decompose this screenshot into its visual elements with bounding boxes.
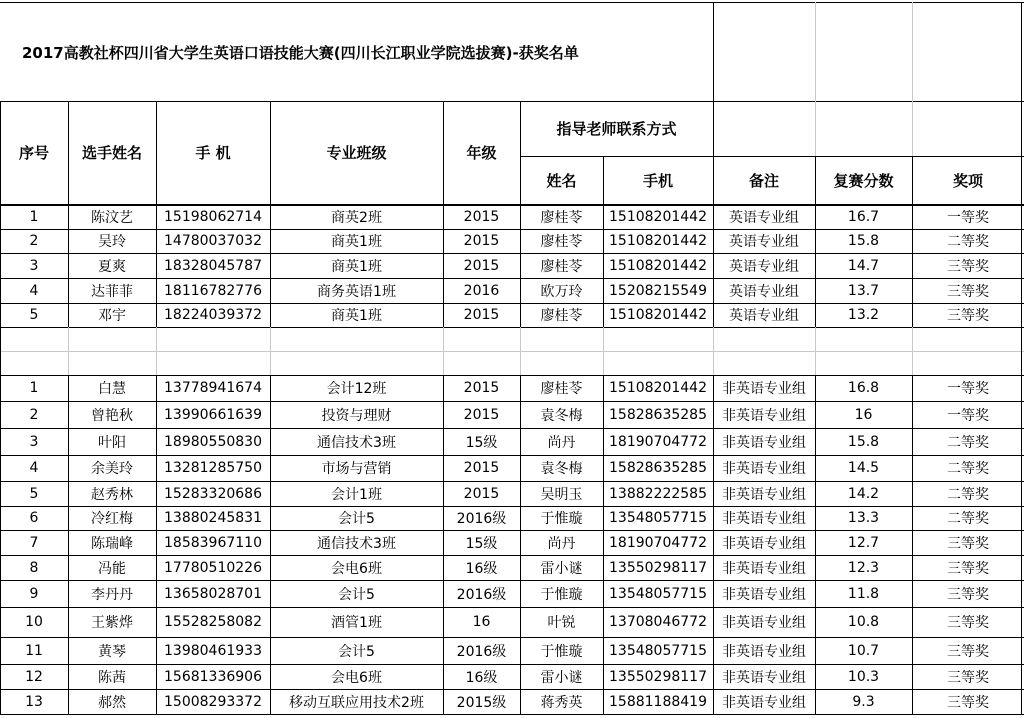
header-advisor-group[interactable]: 指导老师联系方式	[556, 120, 677, 138]
grid-line	[912, 205, 913, 327]
grid-line	[912, 156, 913, 204]
grid-line	[912, 101, 913, 156]
grid-line	[1021, 205, 1022, 327]
table-cell-name[interactable]: 余美玲	[91, 461, 133, 477]
table-cell-class[interactable]: 商英1班	[331, 258, 382, 275]
table-cell-class[interactable]: 会电6班	[331, 669, 382, 686]
grid-line	[0, 555, 1024, 556]
header-name[interactable]: 选手姓名	[81, 144, 142, 162]
grid-line	[520, 101, 521, 204]
grid-line	[0, 506, 1024, 507]
table-cell-seq[interactable]: 2	[29, 233, 39, 249]
table-cell-grade[interactable]: 2015	[463, 406, 500, 423]
grid-line	[0, 428, 1024, 429]
table-cell-class[interactable]: 投资与理财	[321, 407, 392, 424]
empty-cell[interactable]	[68, 351, 156, 375]
grid-line	[1021, 101, 1022, 204]
table-cell-remark[interactable]: 英语专业组	[729, 308, 799, 324]
table-cell-name[interactable]: 李丹丹	[91, 586, 133, 603]
table-cell-score[interactable]: 15.8	[847, 233, 880, 249]
table-cell-phone[interactable]: 13658028701	[164, 585, 262, 602]
grid-line	[520, 156, 1024, 157]
table-cell-phone[interactable]: 13980461933	[164, 642, 262, 659]
table-cell-advisor-phone[interactable]: 13550298117	[609, 668, 707, 685]
grid-line	[156, 327, 157, 375]
grid-line	[912, 375, 913, 714]
table-cell-remark[interactable]: 非英语专业组	[722, 615, 806, 631]
empty-cell[interactable]	[912, 351, 1024, 375]
table-cell-phone[interactable]: 15528258082	[164, 614, 262, 630]
table-cell-remark[interactable]: 非英语专业组	[722, 434, 806, 451]
table-cell-award[interactable]: 三等奖	[947, 283, 989, 300]
grid-line	[0, 481, 1024, 482]
header-advisor-phone[interactable]: 手机	[642, 171, 673, 190]
table-cell-remark[interactable]: 非英语专业组	[722, 669, 806, 686]
table-cell-class[interactable]: 通信技术3班	[317, 535, 396, 552]
table-cell-advisor-name[interactable]: 雷小谜	[540, 560, 583, 577]
table-cell-seq[interactable]: 8	[29, 559, 39, 576]
header-class[interactable]: 专业班级	[326, 144, 387, 162]
table-cell-advisor-name[interactable]: 于惟璇	[540, 643, 583, 660]
table-cell-advisor-name[interactable]: 欧万玲	[540, 283, 583, 300]
header-seq[interactable]: 序号	[18, 144, 49, 162]
table-cell-award[interactable]: 二等奖	[947, 234, 989, 250]
grid-line	[0, 205, 1, 327]
table-cell-score[interactable]: 14.5	[847, 460, 880, 476]
table-cell-grade[interactable]: 2015级	[456, 694, 507, 711]
table-cell-advisor-phone[interactable]: 15828635285	[609, 406, 707, 423]
table-cell-seq[interactable]: 5	[29, 307, 39, 323]
table-cell-award[interactable]: 三等奖	[947, 258, 989, 275]
grid-line	[912, 327, 913, 375]
table-cell-remark[interactable]: 非英语专业组	[722, 535, 806, 552]
table-cell-advisor-phone[interactable]: 18190704772	[609, 433, 707, 450]
table-cell-advisor-name[interactable]: 廖桂苓	[540, 308, 583, 324]
table-cell-award[interactable]: 三等奖	[947, 643, 989, 660]
table-cell-remark[interactable]: 英语专业组	[729, 283, 799, 300]
table-cell-grade[interactable]: 16级	[465, 560, 498, 577]
grid-line	[0, 664, 1024, 665]
grid-line	[0, 689, 1024, 690]
empty-cell[interactable]	[520, 351, 603, 375]
table-cell-phone[interactable]: 15681336906	[164, 668, 262, 685]
table-cell-advisor-name[interactable]: 廖桂苓	[540, 381, 583, 397]
table-cell-advisor-name[interactable]: 叶锐	[547, 615, 576, 631]
table-cell-advisor-phone[interactable]: 13548057715	[609, 585, 707, 602]
table-cell-grade[interactable]: 2015	[463, 257, 500, 274]
table-cell-name[interactable]: 曾艳秋	[91, 407, 133, 424]
table-cell-name[interactable]: 陈茜	[98, 669, 126, 686]
grid-line	[0, 101, 1, 204]
grid-line	[156, 375, 157, 714]
table-cell-advisor-name[interactable]: 于惟璇	[540, 586, 583, 603]
grid-line	[0, 580, 1024, 581]
table-cell-remark[interactable]: 英语专业组	[729, 258, 799, 275]
table-cell-award[interactable]: 一等奖	[947, 381, 989, 397]
table-cell-score[interactable]: 15.8	[847, 433, 880, 450]
header-phone[interactable]: 手 机	[195, 144, 231, 162]
table-cell-score[interactable]: 13.3	[847, 510, 880, 526]
table-cell-advisor-name[interactable]: 于惟璇	[540, 511, 583, 527]
grid-line	[270, 327, 271, 375]
empty-cell[interactable]	[443, 327, 520, 351]
table-cell-score[interactable]: 11.8	[847, 585, 880, 602]
table-cell-name[interactable]: 吴玲	[98, 234, 126, 250]
table-cell-seq[interactable]: 11	[25, 642, 43, 659]
table-cell-class[interactable]: 商务英语1班	[317, 283, 396, 300]
grid-line	[520, 375, 521, 714]
table-cell-advisor-name[interactable]: 雷小谜	[540, 669, 583, 686]
table-cell-phone[interactable]: 18583967110	[164, 534, 262, 551]
table-cell-score[interactable]: 12.7	[847, 534, 880, 551]
table-title[interactable]: 2017高教社杯四川省大学生英语口语技能大赛(四川长江职业学院选拔赛)-获奖名单	[22, 43, 579, 62]
table-cell-seq[interactable]: 2	[29, 406, 39, 423]
table-cell-phone[interactable]: 18116782776	[164, 282, 262, 299]
table-cell-award[interactable]: 二等奖	[947, 486, 989, 503]
grid-line	[443, 101, 444, 204]
table-cell-score[interactable]: 10.3	[847, 668, 880, 685]
table-cell-advisor-name[interactable]: 蒋秀英	[540, 694, 583, 711]
table-cell-award[interactable]: 一等奖	[947, 210, 989, 226]
grid-line	[0, 637, 1024, 638]
empty-cell[interactable]	[713, 327, 815, 351]
grid-line	[815, 156, 816, 204]
table-cell-advisor-phone[interactable]: 15828635285	[609, 460, 707, 476]
table-cell-phone[interactable]: 15008293372	[164, 693, 262, 710]
table-cell-advisor-phone[interactable]: 13548057715	[609, 642, 707, 659]
grid-line	[815, 2, 816, 101]
table-cell-seq[interactable]: 4	[29, 282, 39, 299]
grid-line	[912, 2, 913, 101]
table-cell-seq[interactable]: 9	[29, 585, 39, 602]
table-cell-seq[interactable]: 5	[29, 485, 39, 502]
table-cell-class[interactable]: 会计5	[338, 643, 375, 660]
grid-line	[0, 2, 1024, 3]
grid-line	[68, 327, 69, 375]
grid-line	[68, 205, 69, 327]
table-cell-remark[interactable]: 非英语专业组	[722, 486, 806, 503]
table-cell-score[interactable]: 14.7	[847, 257, 880, 274]
table-cell-name[interactable]: 邓宇	[98, 308, 126, 324]
table-cell-phone[interactable]: 13990661639	[164, 406, 262, 423]
table-cell-advisor-phone[interactable]: 15108201442	[609, 380, 707, 396]
table-cell-award[interactable]: 三等奖	[947, 535, 989, 552]
table-cell-class[interactable]: 市场与营销	[321, 461, 392, 477]
table-cell-name[interactable]: 冷红梅	[91, 511, 133, 527]
table-cell-award[interactable]: 二等奖	[947, 461, 989, 477]
table-cell-class[interactable]: 商英1班	[331, 308, 382, 324]
grid-line	[603, 205, 604, 327]
table-cell-seq[interactable]: 3	[29, 257, 39, 274]
grid-line	[0, 303, 1024, 304]
table-cell-award[interactable]: 二等奖	[947, 434, 989, 451]
table-cell-remark[interactable]: 英语专业组	[729, 234, 799, 250]
table-cell-advisor-name[interactable]: 袁冬梅	[540, 461, 583, 477]
grid-line	[270, 205, 271, 327]
empty-cell[interactable]	[520, 327, 603, 351]
grid-line	[0, 327, 1024, 328]
table-cell-grade[interactable]: 2015	[463, 380, 500, 396]
grid-line	[713, 101, 714, 204]
table-cell-remark[interactable]: 非英语专业组	[722, 560, 806, 577]
grid-line	[713, 205, 714, 327]
table-cell-class[interactable]: 会计12班	[326, 381, 387, 397]
empty-cell[interactable]	[270, 327, 443, 351]
table-cell-name[interactable]: 赵秀林	[91, 486, 133, 503]
table-cell-class[interactable]: 会电6班	[331, 560, 382, 577]
table-cell-remark[interactable]: 非英语专业组	[722, 643, 806, 660]
table-cell-class[interactable]: 通信技术3班	[317, 434, 396, 451]
table-cell-advisor-phone[interactable]: 18190704772	[609, 534, 707, 551]
table-cell-score[interactable]: 13.2	[847, 307, 880, 323]
grid-line	[0, 101, 1024, 102]
table-cell-advisor-phone[interactable]: 15108201442	[609, 233, 707, 249]
empty-cell[interactable]	[156, 351, 270, 375]
grid-line	[0, 375, 1024, 376]
table-cell-grade[interactable]: 2016级	[456, 586, 507, 603]
empty-cell[interactable]	[815, 327, 912, 351]
table-cell-grade[interactable]: 15级	[465, 434, 498, 451]
grid-line	[156, 205, 157, 327]
table-cell-advisor-phone[interactable]: 15881188419	[609, 693, 707, 710]
table-cell-advisor-name[interactable]: 尚丹	[547, 434, 576, 451]
table-cell-advisor-phone[interactable]: 15108201442	[609, 307, 707, 323]
table-cell-seq[interactable]: 12	[25, 668, 43, 685]
table-cell-remark[interactable]: 非英语专业组	[722, 461, 806, 477]
table-cell-award[interactable]: 一等奖	[947, 407, 989, 424]
table-cell-advisor-phone[interactable]: 15108201442	[609, 209, 707, 225]
table-cell-grade[interactable]: 16级	[465, 669, 498, 686]
table-cell-phone[interactable]: 13880245831	[164, 510, 262, 526]
empty-cell[interactable]	[0, 327, 68, 351]
grid-line	[0, 375, 1, 714]
table-cell-name[interactable]: 达菲菲	[91, 283, 133, 300]
table-cell-remark[interactable]: 非英语专业组	[722, 407, 806, 424]
grid-line	[156, 101, 157, 204]
grid-line	[815, 101, 816, 156]
grid-line	[713, 2, 714, 101]
grid-line	[0, 278, 1024, 279]
grid-line	[713, 327, 714, 375]
table-cell-grade[interactable]: 16	[472, 614, 491, 630]
table-cell-name[interactable]: 冯能	[98, 560, 126, 577]
table-cell-name[interactable]: 夏爽	[98, 258, 126, 275]
table-cell-score[interactable]: 9.3	[852, 693, 875, 710]
table-cell-grade[interactable]: 2015	[463, 307, 500, 323]
table-cell-advisor-phone[interactable]: 15108201442	[609, 257, 707, 274]
table-cell-award[interactable]: 三等奖	[947, 615, 989, 631]
table-cell-name[interactable]: 王紫烨	[91, 615, 133, 631]
grid-line	[68, 101, 69, 204]
table-cell-score[interactable]: 10.8	[847, 614, 880, 630]
table-cell-grade[interactable]: 15级	[465, 535, 498, 552]
grid-line	[520, 327, 521, 375]
table-cell-grade[interactable]: 2015	[463, 460, 500, 476]
table-cell-class[interactable]: 会计5	[338, 586, 375, 603]
grid-line	[1021, 2, 1022, 101]
empty-cell[interactable]	[270, 351, 443, 375]
grid-line	[0, 327, 1, 375]
table-cell-seq[interactable]: 10	[25, 614, 43, 630]
grid-line	[0, 229, 1024, 230]
table-cell-grade[interactable]: 2016级	[456, 511, 507, 527]
empty-cell[interactable]	[443, 351, 520, 375]
table-cell-remark[interactable]: 非英语专业组	[722, 694, 806, 711]
table-cell-name[interactable]: 陈瑞峰	[91, 535, 133, 552]
table-cell-phone[interactable]: 13281285750	[164, 460, 262, 476]
table-cell-class[interactable]: 商英2班	[331, 210, 382, 226]
grid-line	[520, 205, 521, 327]
table-cell-seq[interactable]: 1	[29, 380, 39, 396]
empty-cell[interactable]	[912, 327, 1024, 351]
table-cell-class[interactable]: 会计5	[338, 511, 375, 527]
empty-cell[interactable]	[0, 351, 68, 375]
empty-cell[interactable]	[156, 327, 270, 351]
table-cell-score[interactable]: 12.3	[847, 559, 880, 576]
table-cell-score[interactable]: 10.7	[847, 642, 880, 659]
grid-line	[815, 205, 816, 327]
table-cell-grade[interactable]: 2016级	[456, 643, 507, 660]
table-cell-advisor-name[interactable]: 廖桂苓	[540, 234, 583, 250]
grid-line	[68, 375, 69, 714]
table-cell-award[interactable]: 三等奖	[947, 586, 989, 603]
table-cell-advisor-name[interactable]: 吴明玉	[540, 486, 583, 503]
table-cell-phone[interactable]: 17780510226	[164, 559, 262, 576]
table-cell-phone[interactable]: 15283320686	[164, 485, 262, 502]
table-cell-award[interactable]: 三等奖	[947, 669, 989, 686]
grid-line	[815, 327, 816, 375]
table-cell-class[interactable]: 商英1班	[331, 234, 382, 250]
grid-line	[1021, 327, 1022, 375]
table-cell-seq[interactable]: 6	[29, 510, 39, 526]
table-cell-name[interactable]: 郝然	[98, 694, 126, 711]
table-cell-advisor-name[interactable]: 尚丹	[547, 535, 576, 552]
table-cell-remark[interactable]: 非英语专业组	[722, 511, 806, 527]
table-cell-score[interactable]: 13.7	[847, 282, 880, 299]
grid-line	[270, 375, 271, 714]
table-cell-phone[interactable]: 18224039372	[164, 307, 262, 323]
grid-line	[0, 205, 1024, 206]
grid-line	[1021, 375, 1022, 714]
table-cell-award[interactable]: 二等奖	[947, 511, 989, 527]
grid-line	[603, 156, 604, 204]
table-cell-seq[interactable]: 13	[25, 693, 43, 710]
header-award[interactable]: 奖项	[952, 171, 983, 190]
table-cell-advisor-phone[interactable]: 15208215549	[609, 282, 707, 299]
header-remark[interactable]: 备注	[748, 171, 779, 190]
table-cell-award[interactable]: 三等奖	[947, 694, 989, 711]
table-cell-score[interactable]: 16	[854, 406, 873, 423]
table-cell-class[interactable]: 会计1班	[331, 486, 382, 503]
table-cell-grade[interactable]: 2016	[463, 282, 500, 299]
grid-line	[0, 253, 1024, 254]
grid-line	[603, 327, 604, 375]
table-cell-advisor-phone[interactable]: 13550298117	[609, 559, 707, 576]
table-cell-name[interactable]: 陈汶艺	[91, 210, 133, 226]
table-cell-phone[interactable]: 15198062714	[164, 209, 262, 225]
table-cell-phone[interactable]: 14780037032	[164, 233, 262, 249]
grid-line	[443, 205, 444, 327]
grid-line	[603, 375, 604, 714]
table-cell-score[interactable]: 16.7	[847, 209, 880, 225]
table-cell-phone[interactable]: 13778941674	[164, 380, 262, 396]
grid-line	[270, 101, 271, 204]
table-cell-remark[interactable]: 非英语专业组	[722, 381, 806, 397]
header-advisor-name[interactable]: 姓名	[546, 171, 577, 190]
grid-line	[0, 607, 1024, 608]
table-cell-seq[interactable]: 7	[29, 534, 39, 551]
table-cell-grade[interactable]: 2015	[463, 485, 500, 502]
empty-cell[interactable]	[815, 351, 912, 375]
grid-line	[713, 375, 714, 714]
grid-line	[443, 375, 444, 714]
table-cell-name[interactable]: 白慧	[98, 381, 126, 397]
table-cell-score[interactable]: 14.2	[847, 485, 880, 502]
header-grade[interactable]: 年级	[466, 144, 497, 162]
grid-line	[0, 351, 1024, 352]
grid-line	[815, 375, 816, 714]
table-cell-advisor-phone[interactable]: 13882222585	[609, 485, 707, 502]
table-cell-class[interactable]: 酒管1班	[331, 615, 382, 631]
table-cell-award[interactable]: 三等奖	[947, 308, 989, 324]
table-cell-advisor-name[interactable]: 袁冬梅	[540, 407, 583, 424]
grid-line	[0, 455, 1024, 456]
table-cell-name[interactable]: 叶阳	[98, 434, 126, 451]
table-cell-seq[interactable]: 4	[29, 460, 39, 476]
table-cell-seq[interactable]: 1	[29, 209, 39, 225]
grid-line	[443, 327, 444, 375]
table-cell-phone[interactable]: 18328045787	[164, 257, 262, 274]
table-cell-name[interactable]: 黄琴	[98, 643, 126, 660]
table-cell-advisor-name[interactable]: 廖桂苓	[540, 210, 583, 226]
table-cell-advisor-phone[interactable]: 13548057715	[609, 510, 707, 526]
table-cell-remark[interactable]: 非英语专业组	[722, 586, 806, 603]
grid-line	[0, 530, 1024, 531]
grid-line	[0, 714, 1024, 715]
table-cell-advisor-name[interactable]: 廖桂苓	[540, 258, 583, 275]
table-cell-phone[interactable]: 18980550830	[164, 433, 262, 450]
table-cell-remark[interactable]: 英语专业组	[729, 210, 799, 226]
empty-cell[interactable]	[603, 327, 713, 351]
header-score[interactable]: 复赛分数	[833, 171, 894, 190]
table-cell-class[interactable]: 移动互联应用技术2班	[289, 694, 424, 711]
empty-cell[interactable]	[68, 327, 156, 351]
table-cell-grade[interactable]: 2015	[463, 233, 500, 249]
empty-cell[interactable]	[603, 351, 713, 375]
grid-line	[0, 401, 1024, 402]
table-cell-advisor-phone[interactable]: 13708046772	[609, 614, 707, 630]
table-cell-grade[interactable]: 2015	[463, 209, 500, 225]
table-cell-award[interactable]: 三等奖	[947, 560, 989, 577]
empty-cell[interactable]	[713, 351, 815, 375]
table-cell-score[interactable]: 16.8	[847, 380, 880, 396]
table-cell-seq[interactable]: 3	[29, 433, 39, 450]
